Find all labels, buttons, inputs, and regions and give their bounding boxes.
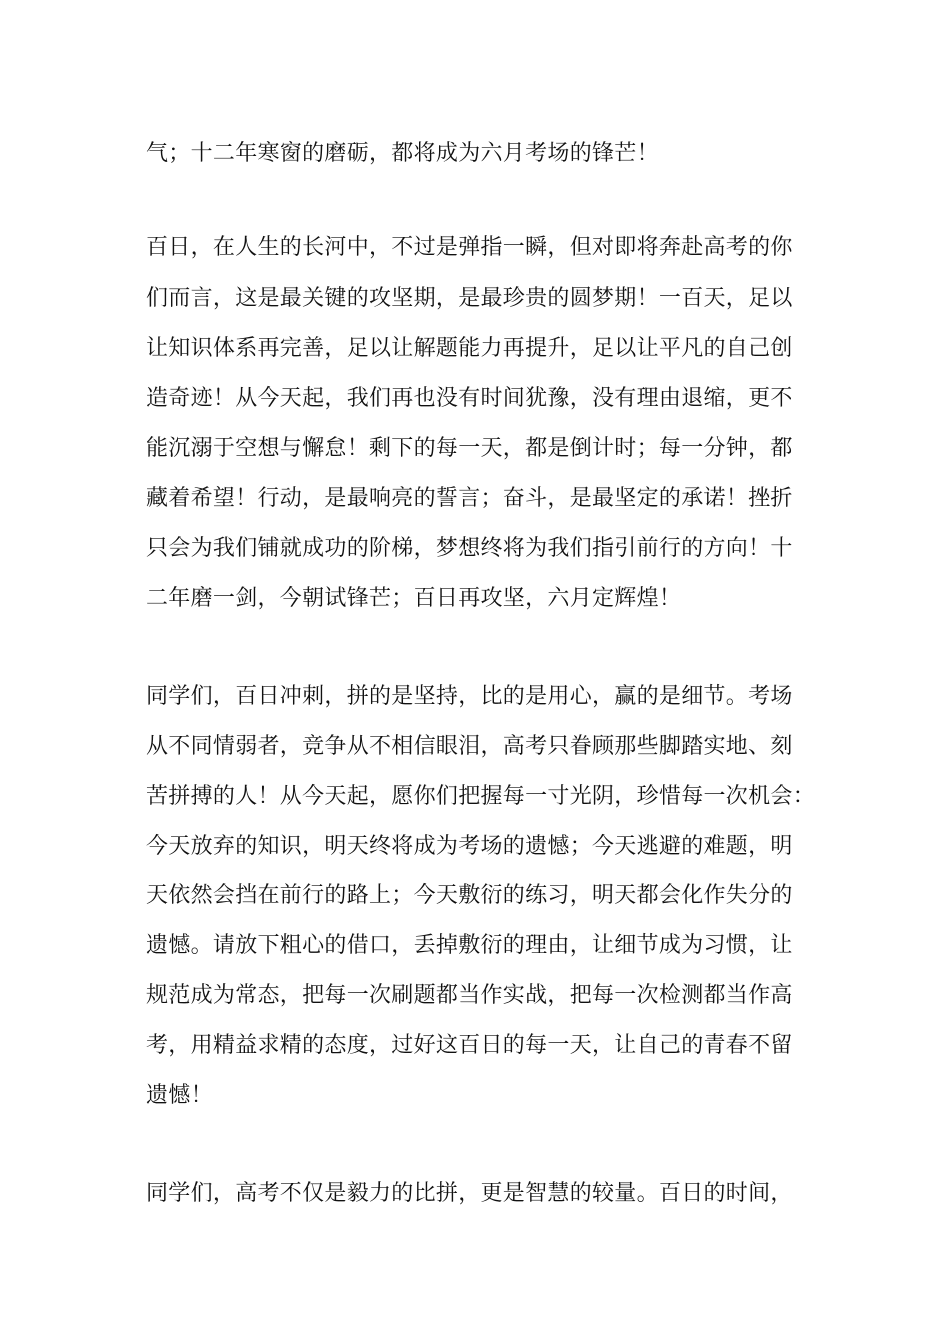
paragraph-3-line-3: 苦拼搏的人！从今天起，愿你们把握每一寸光阴，珍惜每一次机会：: [146, 784, 816, 809]
paragraph-3-line-8: 考，用精益求精的态度，过好这百日的每一天，让自己的青春不留: [146, 1033, 793, 1058]
paragraph-2-line-7: 只会为我们铺就成功的阶梯，梦想终将为我们指引前行的方向！十: [146, 536, 793, 561]
paragraph-3-line-5: 天依然会挡在前行的路上；今天敷衍的练习，明天都会化作失分的: [146, 883, 793, 908]
paragraph-3-line-4: 今天放弃的知识，明天终将成为考场的遗憾；今天逃避的难题，明: [146, 834, 793, 859]
paragraph-3-line-7: 规范成为常态，把每一次刷题都当作实战，把每一次检测都当作高: [146, 983, 793, 1008]
paragraph-2-line-3: 让知识体系再完善，足以让解题能力再提升，足以让平凡的自己创: [146, 336, 793, 361]
paragraph-2-line-2: 们而言，这是最关键的攻坚期，是最珍贵的圆梦期！一百天，足以: [146, 286, 793, 311]
paragraph-2-line-5: 能沉溺于空想与懈怠！剩下的每一天，都是倒计时；每一分钟，都: [146, 436, 793, 461]
paragraph-2-line-1: 百日，在人生的长河中，不过是弹指一瞬，但对即将奔赴高考的你: [146, 235, 793, 260]
paragraph-4-line-1: 同学们，高考不仅是毅力的比拼，更是智慧的较量。百日的时间，: [146, 1181, 793, 1206]
paragraph-3-line-6: 遗憾。请放下粗心的借口，丢掉敷衍的理由，让细节成为习惯，让: [146, 933, 793, 958]
paragraph-2-line-8: 二年磨一剑，今朝试锋芒；百日再攻坚，六月定辉煌！: [146, 586, 682, 611]
paragraph-2-line-6: 藏着希望！行动，是最响亮的誓言；奋斗，是最坚定的承诺！挫折: [146, 486, 793, 511]
paragraph-3-line-1: 同学们，百日冲刺，拼的是坚持，比的是用心，赢的是细节。考场: [146, 684, 793, 709]
paragraph-2-line-4: 造奇迹！从今天起，我们再也没有时间犹豫，没有理由退缩，更不: [146, 386, 793, 411]
paragraph-1-line-1: 气；十二年寒窗的磨砺，都将成为六月考场的锋芒！: [146, 141, 659, 166]
paragraph-3-line-9: 遗憾！: [146, 1083, 213, 1108]
paragraph-3-line-2: 从不同情弱者，竞争从不相信眼泪，高考只眷顾那些脚踏实地、刻: [146, 734, 793, 759]
